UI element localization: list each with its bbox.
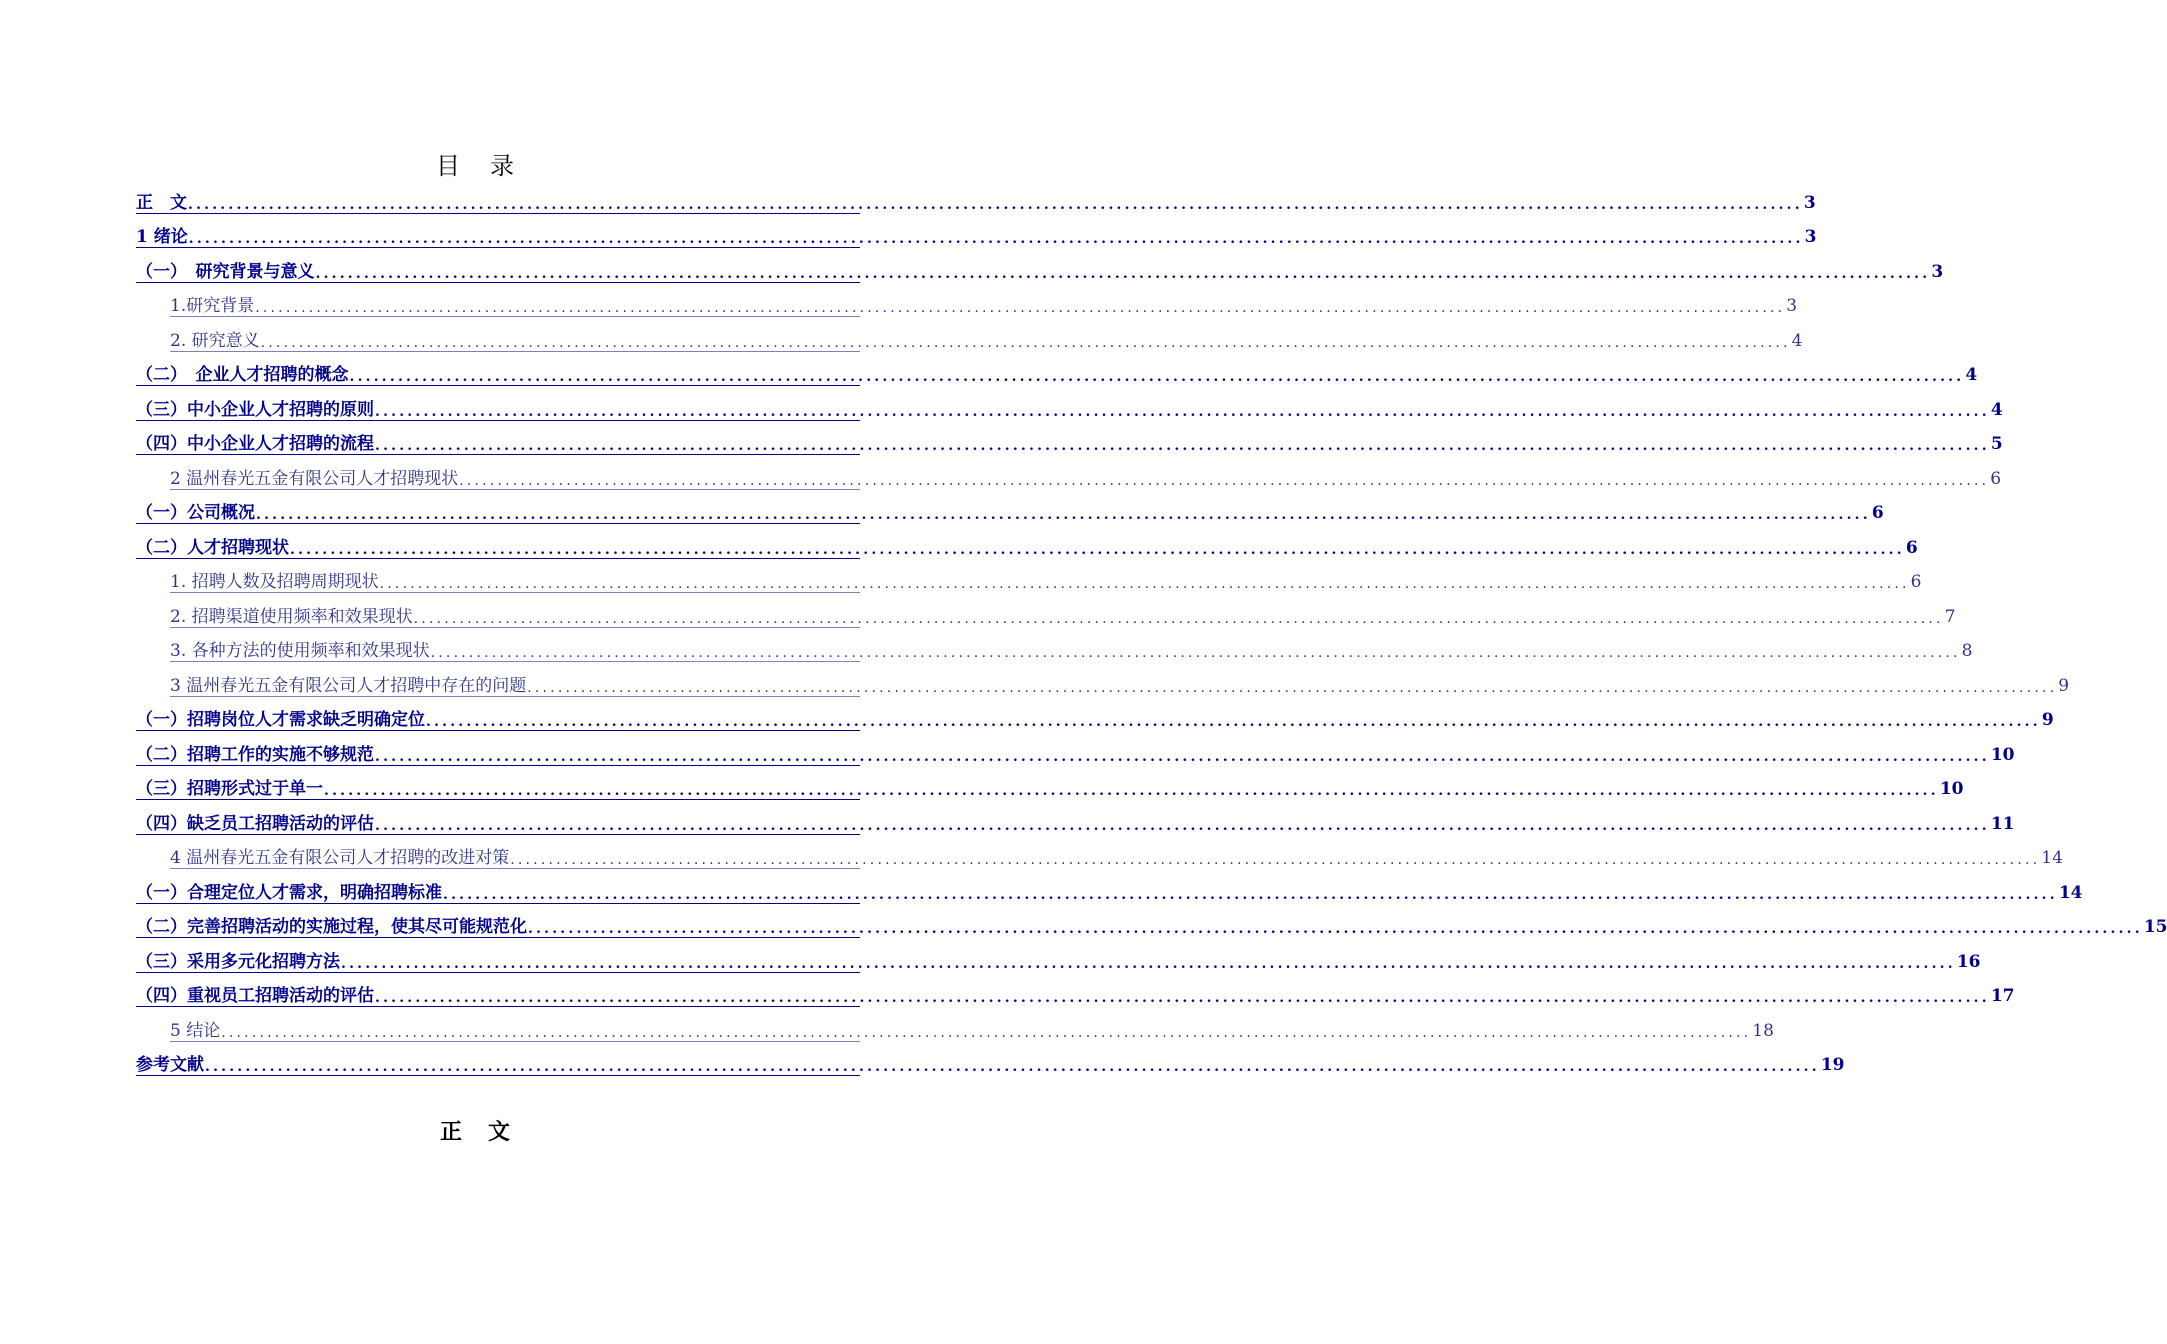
toc-entry-link[interactable] <box>170 326 1803 352</box>
toc-entry[interactable] <box>136 911 2167 946</box>
toc-entry-link[interactable] <box>136 395 2003 421</box>
toc-entry-link[interactable] <box>136 533 1918 559</box>
toc-leader-dots: ........................................................................................................................................................................................................ <box>375 438 1990 454</box>
toc-leader-dots: ........................................................................................................................................................................................................ <box>375 990 1990 1006</box>
toc-leader-dots: ........................................................................................................................................................................................................ <box>510 852 2041 868</box>
toc-entry-link[interactable] <box>136 222 1817 248</box>
toc-entry-page: 14 <box>2058 882 2083 903</box>
toc-leader-dots: ........................................................................................................................................................................................................ <box>375 817 1990 834</box>
toc-entry-title: 2 温州春光五金有限公司人才招聘现状 <box>170 468 459 489</box>
toc-entry-page: 4 <box>1965 365 1978 385</box>
toc-entry-page: 19 <box>1820 1055 1845 1075</box>
section-title: 正文 <box>439 1119 536 1145</box>
toc-entry-title: 2. 招聘渠道使用频率和效果现状 <box>170 606 413 627</box>
table-of-contents <box>136 186 2167 1083</box>
toc-entry-link[interactable] <box>170 843 2063 869</box>
toc-entry-link[interactable] <box>170 602 1956 628</box>
toc-entry-title: 5 结论 <box>170 1020 221 1041</box>
toc-entry[interactable] <box>136 462 2002 497</box>
toc-leader-dots: ........................................................................................................................................................................................................ <box>443 886 2058 903</box>
toc-entry-link[interactable] <box>136 498 1884 524</box>
toc-leader-dots: ........................................................................................................................................................................................................ <box>221 1024 1752 1041</box>
toc-entry-title: （四）缺乏员工招聘活动的评估 <box>136 813 374 834</box>
toc-entry-title: （三）中小企业人才招聘的原则 <box>136 399 374 420</box>
toc-entry-link[interactable] <box>136 912 2167 938</box>
toc-entry-link[interactable] <box>136 740 2015 766</box>
toc-entry-title: 4 温州春光五金有限公司人才招聘的改进对策 <box>170 848 510 868</box>
toc-entry-link[interactable] <box>136 809 2015 835</box>
toc-entry-link[interactable] <box>136 429 2003 455</box>
toc-entry-page: 15 <box>2143 917 2167 937</box>
toc-leader-dots: ........................................................................................................................................................................................................ <box>413 610 1944 627</box>
toc-entry-title: （二）人才招聘现状 <box>136 537 289 558</box>
toc-entry-page: 3 <box>1931 261 1944 282</box>
toc-leader-dots: ........................................................................................................................................................................................................ <box>528 921 2143 937</box>
toc-entry-page: 10 <box>1990 744 2015 765</box>
toc-entry-title: 3 温州春光五金有限公司人才招聘中存在的问题 <box>170 675 527 696</box>
toc-entry-link[interactable] <box>136 257 1944 283</box>
toc-leader-dots: ........................................................................................................................................................................................................ <box>205 1059 1820 1075</box>
toc-entry-title: 1.研究背景 <box>170 296 255 316</box>
toc-entry-link[interactable] <box>170 636 1973 662</box>
toc-entry[interactable] <box>136 738 2015 773</box>
toc-entry-link[interactable] <box>136 981 2015 1007</box>
toc-entry-page: 8 <box>1961 641 1973 661</box>
toc-entry-page: 6 <box>1910 572 1922 592</box>
toc-entry[interactable] <box>136 1014 1774 1049</box>
toc-entry-page: 3 <box>1804 227 1817 247</box>
toc-entry-page: 18 <box>1752 1020 1774 1041</box>
toc-entry-page: 17 <box>1990 986 2015 1006</box>
toc-entry-title: （二）招聘工作的实施不够规范 <box>136 744 374 765</box>
toc-entry[interactable] <box>136 497 1884 532</box>
toc-entry-title: 1 绪论 <box>136 227 188 247</box>
toc-entry[interactable] <box>136 531 1918 566</box>
toc-entry-page: 11 <box>1990 813 2015 834</box>
toc-entry-page: 16 <box>1956 951 1981 972</box>
toc-entry-title: 1. 招聘人数及招聘周期现状 <box>170 572 379 592</box>
toc-leader-dots: ........................................................................................................................................................................................................ <box>459 472 1990 489</box>
toc-leader-dots: ........................................................................................................................................................................................................ <box>255 300 1786 316</box>
toc-entry-title: （二） 企业人才招聘的概念 <box>136 365 349 385</box>
toc-entry-page: 9 <box>2041 710 2054 730</box>
toc-entry[interactable] <box>136 669 2070 704</box>
toc-leader-dots: ........................................................................................................................................................................................................ <box>256 507 1871 523</box>
toc-entry[interactable] <box>136 566 1922 601</box>
toc-entry-page: 3 <box>1803 192 1816 213</box>
toc-entry-title: （四）中小企业人才招聘的流程 <box>136 434 374 454</box>
toc-entry[interactable] <box>136 359 1978 394</box>
toc-entry-link[interactable] <box>170 1016 1774 1042</box>
toc-entry-title: （一）招聘岗位人才需求缺乏明确定位 <box>136 710 425 730</box>
toc-entry[interactable] <box>136 773 1964 808</box>
toc-entry-title: 参考文献 <box>136 1055 204 1075</box>
toc-leader-dots: ........................................................................................................................................................................................................ <box>188 196 1803 213</box>
toc-entry-title: （三）招聘形式过于单一 <box>136 779 323 799</box>
toc-entry[interactable] <box>136 635 1973 670</box>
toc-entry-title: （一） 研究背景与意义 <box>136 261 315 282</box>
toc-leader-dots: ........................................................................................................................................................................................................ <box>341 955 1956 972</box>
toc-entry[interactable] <box>136 980 2015 1015</box>
toc-entry-link[interactable] <box>136 774 1964 800</box>
toc-leader-dots: ........................................................................................................................................................................................................ <box>375 403 1990 420</box>
toc-entry[interactable] <box>136 842 2063 877</box>
toc-entry-title: （二）完善招聘活动的实施过程，使其尽可能规范化 <box>136 917 527 937</box>
toc-entry[interactable] <box>136 428 2003 463</box>
toc-entry-link[interactable] <box>136 947 1981 973</box>
toc-entry-link[interactable] <box>170 464 2002 490</box>
toc-entry[interactable] <box>136 186 1816 221</box>
toc-entry-title: 3. 各种方法的使用频率和效果现状 <box>170 641 430 661</box>
toc-entry-link[interactable] <box>170 567 1922 593</box>
toc-entry-page: 7 <box>1944 606 1956 627</box>
toc-leader-dots: ........................................................................................................................................................................................................ <box>379 576 1910 592</box>
toc-title: 目录 <box>436 152 544 180</box>
toc-entry-page: 10 <box>1939 779 1964 799</box>
toc-entry[interactable] <box>136 393 2003 428</box>
toc-entry-link[interactable] <box>170 291 1798 317</box>
toc-entry-link[interactable] <box>136 188 1816 214</box>
toc-entry[interactable] <box>136 324 1803 359</box>
toc-entry-link[interactable] <box>136 360 1978 386</box>
toc-leader-dots: ........................................................................................................................................................................................................ <box>260 334 1791 351</box>
toc-leader-dots: ........................................................................................................................................................................................................ <box>349 369 1965 385</box>
toc-entry-title: （一）公司概况 <box>136 503 255 523</box>
toc-entry-title: （三）采用多元化招聘方法 <box>136 951 340 972</box>
toc-entry-title: （四）重视员工招聘活动的评估 <box>136 986 374 1006</box>
toc-entry[interactable] <box>136 876 2083 911</box>
toc-entry-title: 正 文 <box>136 192 187 213</box>
toc-leader-dots: ........................................................................................................................................................................................................ <box>315 265 1931 282</box>
toc-leader-dots: ........................................................................................................................................................................................................ <box>324 783 1939 799</box>
toc-entry[interactable] <box>136 255 1944 290</box>
toc-entry-page: 3 <box>1786 296 1798 316</box>
toc-entry[interactable] <box>136 704 2054 739</box>
toc-entry-title: 2. 研究意义 <box>170 330 260 351</box>
toc-entry[interactable] <box>136 807 2015 842</box>
toc-entry-page: 6 <box>1871 503 1884 523</box>
toc-leader-dots: ........................................................................................................................................................................................................ <box>426 714 2041 730</box>
toc-entry-page: 6 <box>1905 537 1918 558</box>
toc-entry-link[interactable] <box>136 878 2083 904</box>
toc-leader-dots: ........................................................................................................................................................................................................ <box>527 679 2058 696</box>
toc-leader-dots: ........................................................................................................................................................................................................ <box>188 231 1804 247</box>
toc-entry[interactable] <box>136 600 1956 635</box>
toc-leader-dots: ........................................................................................................................................................................................................ <box>430 645 1961 661</box>
toc-entry-page: 4 <box>1990 399 2003 420</box>
toc-entry-page: 14 <box>2041 848 2063 868</box>
toc-leader-dots: ........................................................................................................................................................................................................ <box>290 541 1905 558</box>
toc-leader-dots: ........................................................................................................................................................................................................ <box>375 748 1990 765</box>
toc-entry-link[interactable] <box>136 705 2054 731</box>
toc-entry-page: 9 <box>2058 675 2070 696</box>
toc-entry-page: 6 <box>1990 468 2002 489</box>
toc-entry[interactable] <box>136 1049 1845 1084</box>
toc-entry-page: 5 <box>1990 434 2003 454</box>
toc-entry[interactable] <box>136 290 1798 325</box>
toc-entry[interactable] <box>136 221 1817 256</box>
toc-entry-link[interactable] <box>136 1050 1845 1076</box>
toc-entry-page: 4 <box>1791 330 1803 351</box>
toc-entry-title: （一）合理定位人才需求，明确招聘标准 <box>136 882 442 903</box>
toc-entry[interactable] <box>136 945 1981 980</box>
toc-entry-link[interactable] <box>170 671 2070 697</box>
